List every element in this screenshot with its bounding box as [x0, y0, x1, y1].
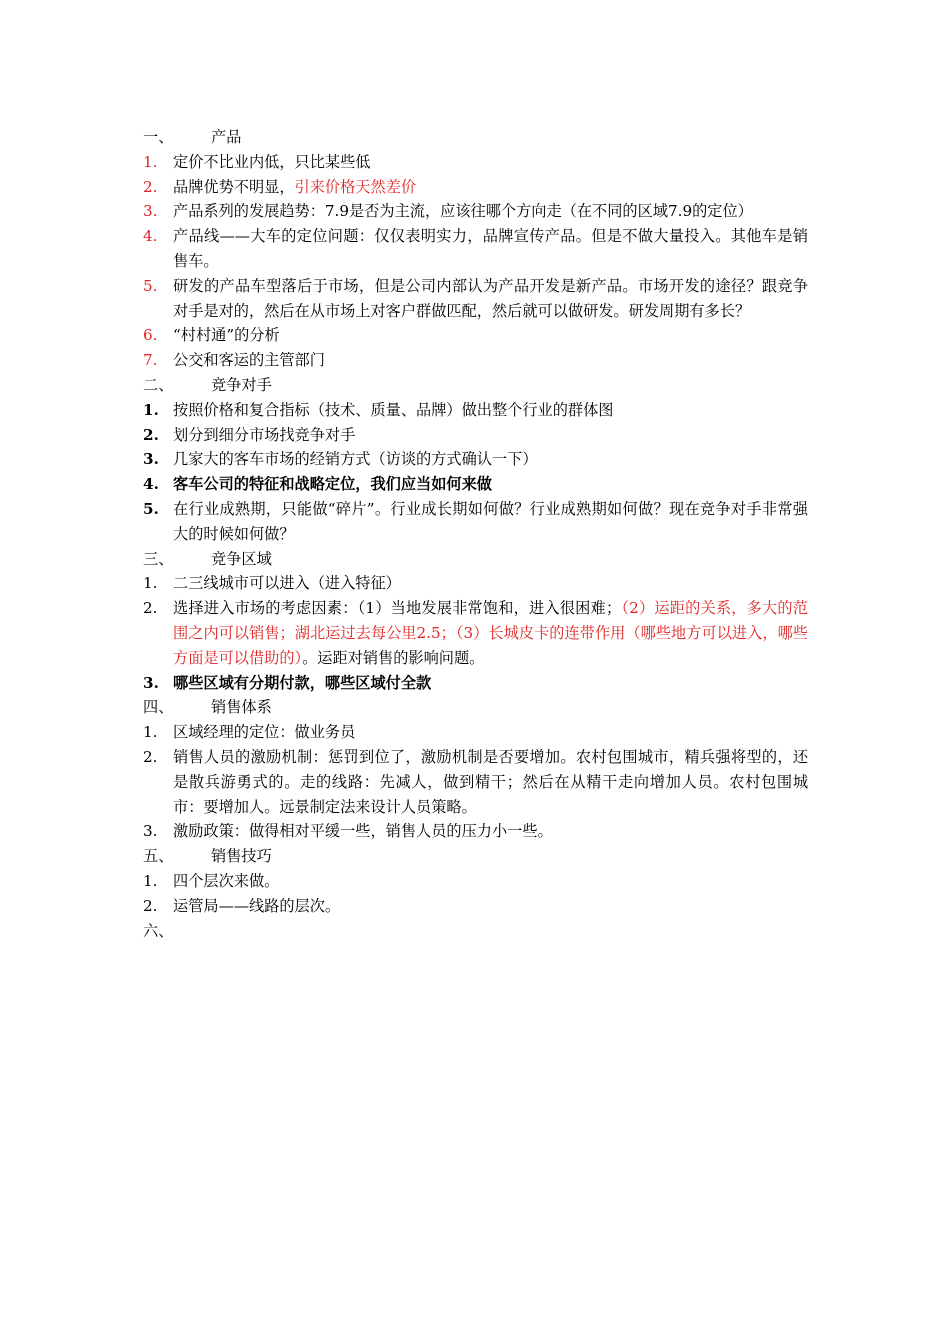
list-item	[143, 497, 808, 547]
list-item	[143, 274, 808, 324]
list-item-text	[173, 348, 808, 373]
list-item-number: 1.	[143, 574, 158, 593]
text-run: （2）运距的关系，多大的范围之内可以销售；湖北运过去每公里2.5；（3）长城皮卡的连带作用（哪些地方可以进入，哪些方面是可以借助的）	[173, 599, 808, 667]
text-run: 哪些区域有分期付款，哪些区域付全款	[173, 673, 432, 692]
text-run: 产品线——大车的定位问题：仅仅表明实力，品牌宣传产品。但是不做大量投入。其他车是销售车。	[173, 227, 808, 270]
list-item-number: 3.	[143, 673, 159, 692]
list-item	[143, 472, 808, 497]
section-heading	[143, 125, 808, 150]
list-item	[143, 199, 808, 224]
text-run: 。运距对销售的影响问题。	[302, 648, 485, 667]
section-title: 竞争区域	[211, 549, 272, 568]
list-item	[143, 398, 808, 423]
list-item-text	[173, 224, 808, 274]
list-item	[143, 150, 808, 175]
text-run: 定价不比业内低，只比某些低	[173, 152, 371, 171]
list-item	[143, 869, 808, 894]
list-item-number: 4.	[143, 475, 159, 494]
list-item-number: 5.	[143, 276, 158, 295]
list-item-text	[173, 150, 808, 175]
text-run: 品牌优势不明显，	[173, 177, 295, 196]
text-run: 研发的产品车型落后于市场，但是公司内部认为产品开发是新产品。市场开发的途径？跟竞争对手是对的，然后在从市场上对客户群做匹配，然后就可以做研发。研发周期有多长？	[173, 276, 808, 320]
list-item-text	[173, 447, 808, 472]
text-run: 二三线城市可以进入（进入特征）	[173, 574, 401, 593]
section-number: 三、	[143, 549, 174, 568]
section-title: 产品	[211, 128, 242, 146]
list-item-text	[173, 720, 808, 745]
section-heading	[143, 373, 808, 398]
list-item-text	[173, 869, 808, 894]
section-number: 四、	[143, 698, 174, 717]
list-item-number: 3.	[143, 822, 158, 841]
text-run: 按照价格和复合指标（技术、质量、品牌）做出整个行业的群体图	[173, 400, 614, 419]
list-item-text	[173, 671, 808, 696]
list-item-number: 2.	[143, 896, 158, 915]
list-item	[143, 323, 808, 348]
list-item-number: 1.	[143, 400, 159, 419]
list-item	[143, 224, 808, 274]
list-item	[143, 348, 808, 373]
section-heading	[143, 844, 808, 869]
list-item-number: 3.	[143, 202, 158, 221]
text-run: “村村通”的分析	[173, 326, 280, 345]
list-item-number: 5.	[143, 499, 159, 518]
section-title: 销售技巧	[211, 847, 272, 866]
list-item-text	[173, 819, 808, 844]
text-run: 划分到细分市场找竞争对手	[173, 425, 356, 444]
list-item	[143, 720, 808, 745]
list-item-number: 2.	[143, 425, 159, 444]
list-item-text	[173, 175, 808, 200]
section-number: 五、	[143, 847, 174, 866]
list-item-text	[173, 398, 808, 423]
section-heading	[143, 547, 808, 572]
text-run: 销售人员的激励机制：惩罚到位了，激励机制是否要增加。农村包围城市，精兵强将型的，还是散兵游勇式的。走的线路：先减人，做到精干；然后在从精干走向增加人员。农村包围城市：要增加人。远景制定法来设计人员策略。	[173, 747, 808, 816]
text-run: 运管局——线路的层次。	[173, 896, 341, 915]
text-run: 在行业成熟期，只能做“碎片”。行业成长期如何做？行业成熟期如何做？现在竞争对手非常强大的时候如何做？	[173, 499, 808, 543]
list-item-text	[173, 199, 808, 224]
section-number: 六、	[143, 921, 174, 940]
list-item	[143, 571, 808, 596]
list-item-number: 3.	[143, 450, 159, 469]
list-item-text	[173, 274, 808, 324]
section-title: 竞争对手	[211, 375, 272, 394]
text-run: 激励政策：做得相对平缓一些，销售人员的压力小一些。	[173, 822, 553, 841]
section-heading	[143, 695, 808, 720]
list-item	[143, 819, 808, 844]
text-run: 区域经理的定位：做业务员	[173, 723, 356, 742]
section-number: 一、	[143, 128, 174, 146]
section-number: 二、	[143, 375, 174, 394]
list-item-text	[173, 745, 808, 819]
list-item	[143, 447, 808, 472]
section-title: 销售体系	[211, 698, 272, 717]
list-item	[143, 423, 808, 448]
text-run: 产品系列的发展趋势：7.9是否为主流，应该往哪个方向走（在不同的区域7.9的定位）	[173, 202, 753, 221]
list-item-text	[173, 497, 808, 547]
text-run: 客车公司的特征和战略定位，我们应当如何来做	[173, 475, 492, 494]
list-item	[143, 894, 808, 919]
text-run: 引来价格天然差价	[294, 177, 416, 196]
list-item	[143, 671, 808, 696]
list-item-number: 2.	[143, 177, 158, 196]
list-item	[143, 175, 808, 200]
list-item-number: 4.	[143, 227, 158, 246]
text-run: 几家大的客车市场的经销方式（访谈的方式确认一下）	[173, 450, 538, 469]
list-item-number: 6.	[143, 326, 158, 345]
document-body	[143, 125, 808, 943]
list-item	[143, 596, 808, 670]
text-run: 公交和客运的主管部门	[173, 351, 325, 370]
list-item-number: 2.	[143, 747, 158, 766]
list-item-text	[173, 423, 808, 448]
list-item-text	[173, 571, 808, 596]
list-item-text	[173, 472, 808, 497]
list-item-text	[173, 323, 808, 348]
list-item-number: 1.	[143, 152, 158, 171]
list-item-text	[173, 894, 808, 919]
text-run: 选择进入市场的考虑因素：（1）当地发展非常饱和，进入很困难；	[173, 599, 622, 618]
list-item-number: 1.	[143, 871, 158, 890]
list-item-text	[173, 596, 808, 670]
list-item	[143, 745, 808, 819]
list-item-number: 1.	[143, 723, 158, 742]
list-item-number: 7.	[143, 351, 158, 370]
list-item-number: 2.	[143, 599, 158, 618]
section-heading	[143, 919, 808, 944]
text-run: 四个层次来做。	[173, 871, 280, 890]
